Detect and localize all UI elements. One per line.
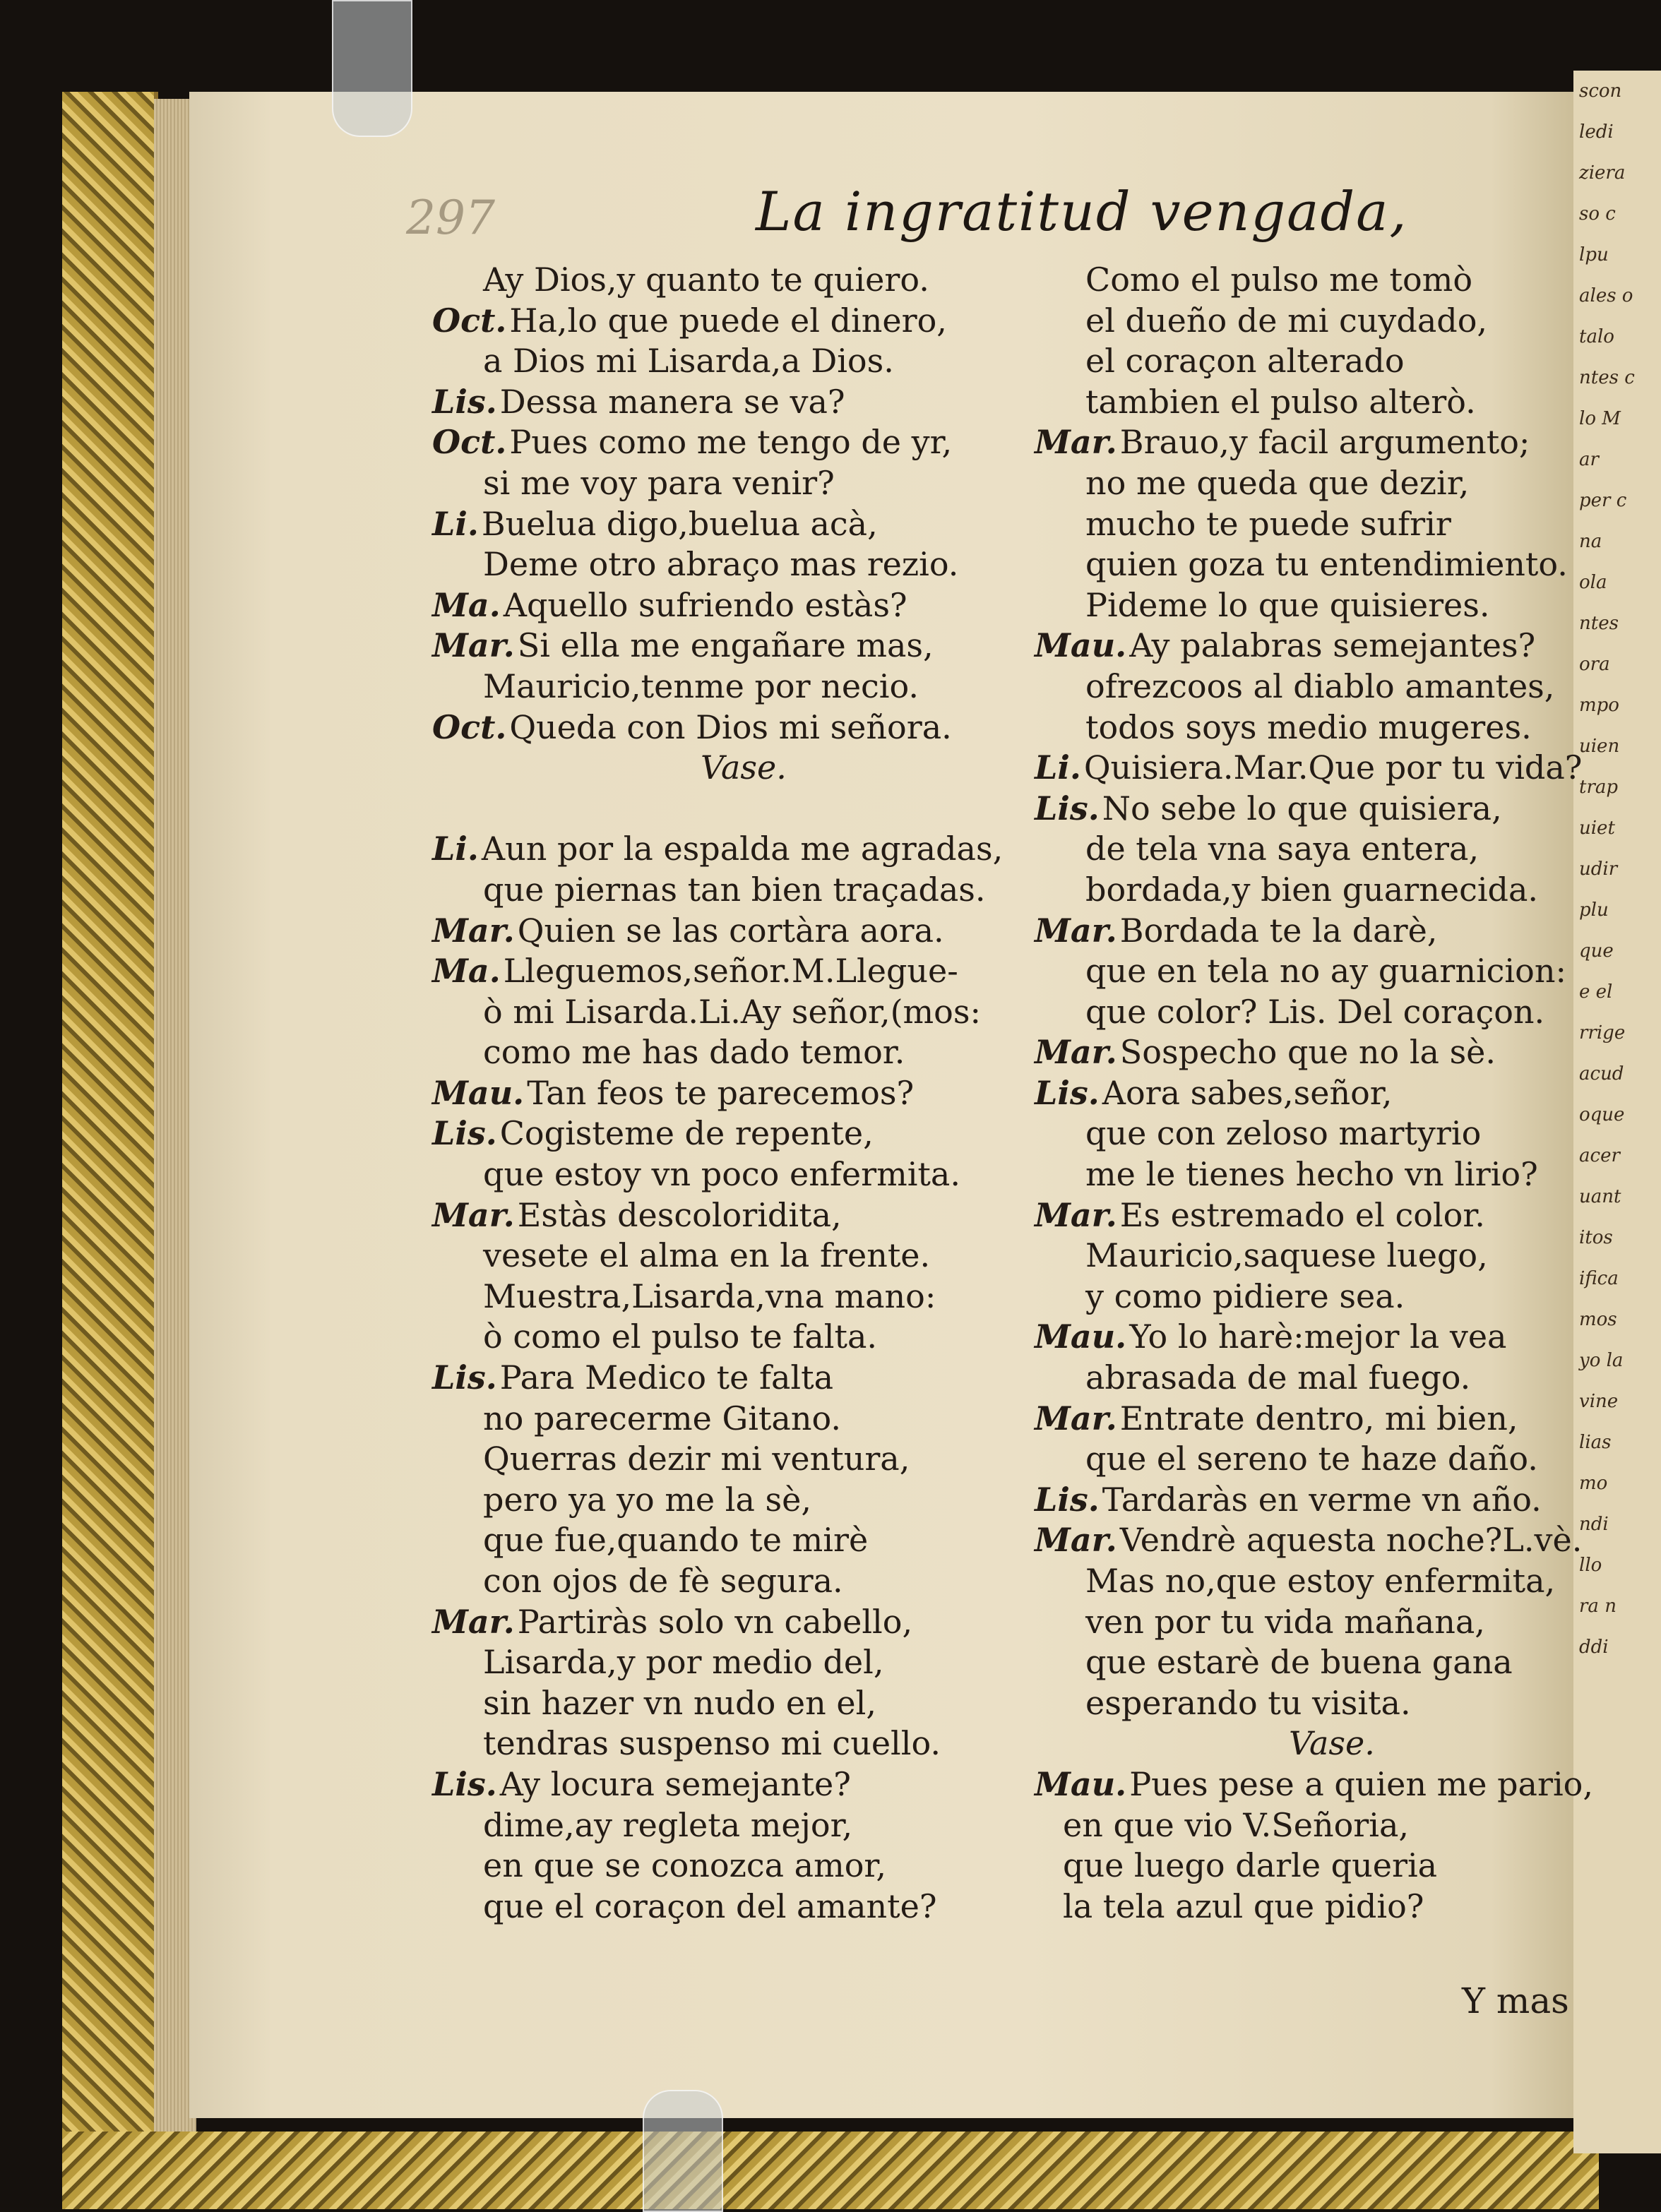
verse-line xyxy=(432,463,997,504)
verse-line xyxy=(1035,260,1600,301)
verse-text: bordada,y bien guarnecida. xyxy=(1085,870,1539,909)
facing-page-fragment: ddi xyxy=(1579,1637,1609,1658)
verse-line xyxy=(432,707,997,748)
verse-text: si me voy para venir? xyxy=(483,463,835,502)
speaker-label: Oct. xyxy=(432,301,507,340)
verse-text: sin hazer vn nudo en el, xyxy=(483,1683,876,1722)
speaker-label: Mar. xyxy=(1035,423,1117,462)
verse-text: Lisarda,y por medio del, xyxy=(483,1643,884,1682)
right-column xyxy=(1035,260,1600,1927)
facing-page-fragment: ndi xyxy=(1579,1514,1609,1535)
speaker-label: Lis. xyxy=(432,382,497,421)
facing-page-fragment: so c xyxy=(1579,203,1616,225)
verse-text: y como pidiere sea. xyxy=(1085,1277,1405,1315)
speaker-label: Mau. xyxy=(1035,1317,1127,1356)
verse-line xyxy=(1035,789,1600,830)
speaker-label: Mar. xyxy=(432,1195,515,1234)
verse-line xyxy=(432,1561,997,1602)
verse-text: Quien se las cortàra aora. xyxy=(517,911,944,950)
verse-text: Tan feos te parecemos? xyxy=(527,1073,915,1112)
stage-direction xyxy=(1035,1723,1600,1764)
speaker-label: Ma. xyxy=(432,952,501,991)
facing-page-fragment: uant xyxy=(1579,1186,1621,1207)
facing-page-fragment: lo M xyxy=(1579,408,1621,429)
verse-text: que el sereno te haze daño. xyxy=(1085,1440,1538,1478)
verse-line xyxy=(1035,1602,1600,1643)
verse-text: Si ella me engañare mas, xyxy=(517,626,934,665)
facing-page-fragment: vine xyxy=(1579,1391,1619,1412)
speaker-label: Mau. xyxy=(1035,626,1127,665)
verse-text: que fue,quando te mirè xyxy=(483,1521,869,1560)
verse-text: Muestra,Lisarda,vna mano: xyxy=(483,1277,936,1315)
verse-line xyxy=(1035,1399,1600,1440)
verse-text: Yo lo harè:mejor la vea xyxy=(1129,1317,1507,1356)
facing-page-fragment: scon xyxy=(1579,80,1622,102)
stage-direction xyxy=(432,748,997,789)
facing-page-fragment: uien xyxy=(1579,736,1620,757)
verse-text: todos soys medio mugeres. xyxy=(1085,707,1532,746)
verse-text: ven por tu vida mañana, xyxy=(1085,1602,1485,1641)
verse-line xyxy=(432,1642,997,1683)
speaker-label: Oct. xyxy=(432,707,507,746)
verse-line xyxy=(432,1520,997,1561)
verse-line xyxy=(1035,1358,1600,1399)
facing-page-fragment: udir xyxy=(1579,859,1618,880)
verse-text: Quisiera.Mar.Que por tu vida? xyxy=(1083,748,1583,787)
facing-page-fragment: uiet xyxy=(1579,818,1615,839)
verse-line xyxy=(432,992,997,1033)
speaker-label: Mar. xyxy=(432,626,515,665)
verse-text: el coraçon alterado xyxy=(1085,342,1405,381)
facing-page-fragment: mos xyxy=(1579,1309,1617,1330)
verse-text: dime,ay regleta mejor, xyxy=(483,1805,853,1844)
speaker-label: Li. xyxy=(432,830,479,868)
verse-text: Pues como me tengo de yr, xyxy=(509,423,953,462)
running-header: La ingratitud vengada, xyxy=(756,180,1408,243)
verse-text: que con zeloso martyrio xyxy=(1085,1114,1482,1153)
verse-text: Ay locura semejante? xyxy=(499,1764,851,1803)
verse-text: Vendrè aquesta noche?L.vè. xyxy=(1119,1521,1583,1560)
verse-line xyxy=(432,1317,997,1358)
verse-line xyxy=(1035,1277,1600,1317)
verse-text: no me queda que dezir, xyxy=(1085,463,1470,502)
facing-page-fragment: yo la xyxy=(1579,1350,1624,1371)
verse-line xyxy=(1035,544,1600,585)
verse-line xyxy=(432,544,997,585)
left-column xyxy=(432,260,1004,1927)
verse-line xyxy=(432,951,997,992)
verse-text: Ay Dios,y quanto te quiero. xyxy=(483,261,929,299)
verse-line xyxy=(1035,1683,1600,1724)
verse-text: como me has dado temor. xyxy=(483,1033,905,1072)
verse-line xyxy=(1035,382,1600,423)
verse-line xyxy=(432,1602,997,1643)
facing-page-fragment: mpo xyxy=(1579,695,1619,716)
verse-text: Bordada te la darè, xyxy=(1119,911,1438,950)
verse-line xyxy=(1035,585,1600,626)
speaker-label: Mar. xyxy=(1035,911,1117,950)
verse-line xyxy=(1035,504,1600,545)
verse-line xyxy=(432,341,997,382)
verse-text: Tardaràs en verme vn año. xyxy=(1102,1480,1542,1519)
verse-line xyxy=(1035,1032,1600,1073)
verse-text: Pideme lo que quisieres. xyxy=(1085,585,1490,624)
verse-line xyxy=(432,422,997,463)
verse-line xyxy=(1035,626,1600,666)
verse-text: Aora sabes,señor, xyxy=(1102,1073,1393,1112)
verse-text: Queda con Dios mi señora. xyxy=(509,707,952,746)
verse-line xyxy=(1035,1520,1600,1561)
verse-line xyxy=(432,1480,997,1521)
verse-text: pero ya yo me la sè, xyxy=(483,1480,811,1519)
facing-page-fragment: na xyxy=(1579,531,1602,552)
verse-line xyxy=(1035,951,1600,992)
verse-text: Aquello sufriendo estàs? xyxy=(503,585,907,624)
verse-line xyxy=(1035,1195,1600,1236)
verse-text: me le tienes hecho vn lirio? xyxy=(1085,1155,1538,1194)
verse-text: Vase. xyxy=(701,748,787,787)
facing-page-fragment: ra n xyxy=(1579,1596,1617,1617)
facing-page-fragment: lias xyxy=(1579,1432,1612,1453)
verse-line xyxy=(432,1073,997,1114)
verse-line xyxy=(1035,1073,1600,1114)
speaker-label: Mar. xyxy=(1035,1399,1117,1437)
speaker-label: Lis. xyxy=(1035,1480,1100,1519)
verse-text: de tela vna saya entera, xyxy=(1085,830,1480,868)
verse-text: Partiràs solo vn cabello, xyxy=(517,1602,913,1641)
verse-line xyxy=(432,1113,997,1154)
verse-text: Vase. xyxy=(1289,1724,1375,1763)
verse-text: con ojos de fè segura. xyxy=(483,1562,843,1600)
speaker-label: Mar. xyxy=(432,1602,515,1641)
verse-text: que el coraçon del amante? xyxy=(483,1887,937,1925)
verse-text: que luego darle queria xyxy=(1063,1846,1438,1885)
verse-line xyxy=(432,1154,997,1195)
verse-text: Ay palabras semejantes? xyxy=(1129,626,1536,665)
verse-line xyxy=(1035,1317,1600,1358)
verse-text: Ha,lo que puede el dinero, xyxy=(509,301,947,340)
verse-text: mucho te puede sufrir xyxy=(1085,504,1451,543)
verse-text: quien goza tu entendimiento. xyxy=(1085,545,1568,584)
verse-line xyxy=(1035,422,1600,463)
gilt-fore-edge xyxy=(62,92,158,2209)
speaker-label: Li. xyxy=(1035,748,1081,787)
verse-line xyxy=(1035,1887,1600,1927)
verse-text: que piernas tan bien traçadas. xyxy=(483,870,986,909)
speaker-label: Mar. xyxy=(1035,1521,1117,1560)
verse-line xyxy=(432,585,997,626)
speaker-label: Mar. xyxy=(1035,1195,1117,1234)
facing-page-fragment: lpu xyxy=(1579,244,1609,265)
verse-line xyxy=(1035,1846,1600,1887)
verse-text: el dueño de mi cuydado, xyxy=(1085,301,1488,340)
verse-line xyxy=(1035,1480,1600,1521)
verse-text: Deme otro abraço mas rezio. xyxy=(483,545,959,584)
facing-page-fragment: rrige xyxy=(1579,1022,1626,1044)
verse-line xyxy=(1035,463,1600,504)
verse-line xyxy=(432,1683,997,1724)
speaker-label: Mar. xyxy=(432,911,515,950)
facing-page-fragment: itos xyxy=(1579,1227,1613,1248)
verse-line xyxy=(1035,1805,1600,1846)
verse-line xyxy=(1035,1113,1600,1154)
verse-line xyxy=(432,1887,997,1927)
verse-line xyxy=(432,1439,997,1480)
verse-text: esperando tu visita. xyxy=(1085,1683,1411,1722)
verse-text: Estàs descoloridita, xyxy=(517,1195,842,1234)
page-number: 297 xyxy=(406,191,495,245)
verse-text: Mas no,que estoy enfermita, xyxy=(1085,1562,1556,1600)
verse-text: Mauricio,saquese luego, xyxy=(1085,1236,1488,1275)
facing-page-fragment: ntes c xyxy=(1579,367,1635,388)
speaker-label: Lis. xyxy=(1035,1073,1100,1112)
verse-text: ofrezcoos al diablo amantes, xyxy=(1085,666,1555,705)
verse-text: Sospecho que no la sè. xyxy=(1119,1033,1496,1072)
speaker-label: Mau. xyxy=(1035,1764,1127,1803)
verse-line xyxy=(432,1195,997,1236)
verse-line xyxy=(1035,829,1600,870)
verse-text: tendras suspenso mi cuello. xyxy=(483,1724,941,1763)
verse-text: que estoy vn poco enfermita. xyxy=(483,1155,960,1194)
verse-text: vesete el alma en la frente. xyxy=(483,1236,931,1275)
verse-line xyxy=(432,301,997,342)
speaker-label: Ma. xyxy=(432,585,501,624)
facing-page-fragment: ar xyxy=(1579,449,1599,470)
facing-page-fragment: ledi xyxy=(1579,121,1614,143)
verse-line xyxy=(432,1805,997,1846)
verse-line xyxy=(432,870,997,911)
verse-text: que estarè de buena gana xyxy=(1085,1643,1513,1682)
page-clip-top xyxy=(332,0,412,137)
verse-line xyxy=(1035,1561,1600,1602)
verse-text: Querras dezir mi ventura, xyxy=(483,1440,910,1478)
facing-page-fragment: talo xyxy=(1579,326,1614,347)
verse-line xyxy=(1035,911,1600,952)
speaker-label: Lis. xyxy=(432,1114,497,1153)
verse-text: tambien el pulso alterò. xyxy=(1085,382,1476,421)
verse-line xyxy=(1035,1236,1600,1277)
verse-line xyxy=(1035,1642,1600,1683)
facing-page-fragment: plu xyxy=(1579,899,1609,921)
verse-line xyxy=(432,666,997,707)
facing-page-fragment: ola xyxy=(1579,572,1607,593)
verse-line xyxy=(432,1846,997,1887)
verse-text: Buelua digo,buelua acà, xyxy=(481,504,878,543)
verse-text: la tela azul que pidio? xyxy=(1063,1887,1424,1925)
verse-line xyxy=(432,1236,997,1277)
verse-text: Lleguemos,señor.M.Llegue- xyxy=(503,952,958,991)
verse-line xyxy=(1035,1154,1600,1195)
verse-line xyxy=(1035,301,1600,342)
verse-line xyxy=(432,789,997,830)
gilt-bottom-edge xyxy=(62,2132,1599,2209)
verse-text: que en tela no ay guarnicion: xyxy=(1085,952,1566,991)
verse-text: Mauricio,tenme por necio. xyxy=(483,666,919,705)
verse-line xyxy=(432,1399,997,1440)
verse-text: Entrate dentro, mi bien, xyxy=(1119,1399,1518,1437)
verse-line xyxy=(432,1277,997,1317)
verse-text: no parecerme Gitano. xyxy=(483,1399,841,1437)
speaker-label: Lis. xyxy=(432,1358,497,1397)
facing-page-fragment: ntes xyxy=(1579,613,1619,634)
verse-text: Dessa manera se va? xyxy=(499,382,845,421)
facing-page-fragment: acer xyxy=(1579,1145,1620,1166)
verse-text: Cogisteme de repente, xyxy=(499,1114,874,1153)
verse-text: ò mi Lisarda.Li.Ay señor,(mos: xyxy=(483,992,981,1031)
catchword: Y mas xyxy=(1462,1980,1569,2021)
facing-page-fragment: mo xyxy=(1579,1473,1608,1494)
verse-text: que color? Lis. Del coraçon. xyxy=(1085,992,1545,1031)
verse-text: ò como el pulso te falta. xyxy=(483,1317,877,1356)
verse-text: Brauo,y facil argumento; xyxy=(1119,423,1530,462)
verse-line xyxy=(432,260,997,301)
verse-line xyxy=(432,1358,997,1399)
facing-page-fragment: ora xyxy=(1579,654,1610,675)
facing-page-fragment: trap xyxy=(1579,777,1619,798)
facing-page-fragment: ziera xyxy=(1579,162,1626,184)
facing-page-fragment: ales o xyxy=(1579,285,1633,306)
verse-line xyxy=(1035,707,1600,748)
facing-page-fragment: oque xyxy=(1579,1104,1625,1125)
facing-page-fragment: per c xyxy=(1579,490,1627,511)
speaker-label: Mau. xyxy=(432,1073,525,1112)
verse-line xyxy=(432,626,997,666)
speaker-label: Mar. xyxy=(1035,1033,1117,1072)
verse-line xyxy=(1035,666,1600,707)
facing-page-fragment: ifica xyxy=(1579,1268,1619,1289)
verse-line xyxy=(432,1764,997,1805)
verse-line xyxy=(1035,992,1600,1033)
verse-line xyxy=(432,1032,997,1073)
verse-line xyxy=(432,911,997,952)
facing-page-fragment: e el xyxy=(1579,981,1613,1003)
facing-page-fragment: llo xyxy=(1579,1555,1602,1576)
verse-line xyxy=(432,504,997,545)
verse-text: Pues pese a quien me pario, xyxy=(1129,1764,1593,1803)
speaker-label: Lis. xyxy=(1035,789,1100,827)
verse-line xyxy=(1035,748,1600,789)
speaker-label: Lis. xyxy=(432,1764,497,1803)
verse-text: Para Medico te falta xyxy=(499,1358,834,1397)
verse-text: No sebe lo que quisiera, xyxy=(1102,789,1502,827)
verse-text: en que se conozca amor, xyxy=(483,1846,886,1885)
verse-text: Aun por la espalda me agradas, xyxy=(481,830,1004,868)
verse-text: abrasada de mal fuego. xyxy=(1085,1358,1471,1397)
speaker-label: Li. xyxy=(432,504,479,543)
verse-line xyxy=(1035,341,1600,382)
verse-line xyxy=(1035,1764,1600,1805)
verse-line xyxy=(432,829,1004,870)
verse-line xyxy=(1035,870,1600,911)
facing-page-fragment: acud xyxy=(1579,1063,1624,1084)
verse-text: Como el pulso me tomò xyxy=(1085,261,1473,299)
verse-text: en que vio V.Señoria, xyxy=(1063,1805,1410,1844)
verse-line xyxy=(432,1723,997,1764)
facing-page-fragment: que xyxy=(1579,940,1614,962)
verse-text: Es estremado el color. xyxy=(1119,1195,1485,1234)
page-clip-bottom xyxy=(643,2090,723,2212)
verse-text: a Dios mi Lisarda,a Dios. xyxy=(483,342,894,381)
verse-line xyxy=(432,382,997,423)
verse-line xyxy=(1035,1439,1600,1480)
speaker-label: Oct. xyxy=(432,423,507,462)
